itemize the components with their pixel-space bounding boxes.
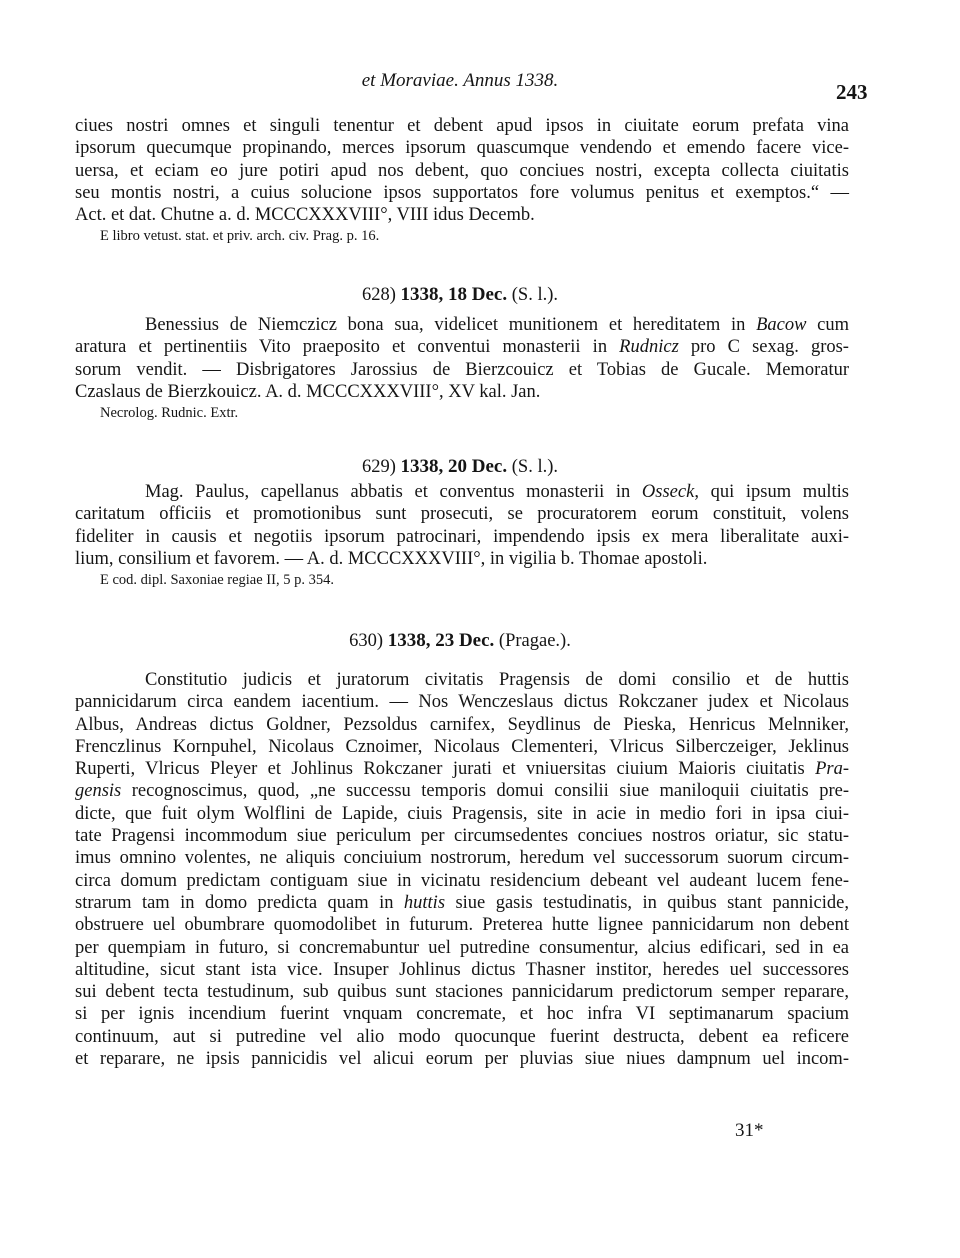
text-line	[75, 503, 849, 525]
text-run: Mag. Paulus, capellanus abbatis et conventus monasterii in	[145, 482, 642, 502]
text-line	[75, 758, 849, 780]
text-line	[75, 892, 849, 914]
text-line	[75, 981, 849, 1003]
bold-text: 1338, 23 Dec.	[387, 630, 495, 651]
text-line	[75, 526, 849, 548]
text-run: aratura et pertinentiis Vito praeposito et conventui monasterii in	[75, 337, 620, 358]
text-line	[75, 691, 849, 713]
text-line	[75, 847, 849, 869]
text-run: imus omnino volentes, ne aliquis conciuium nostrorum, heredum vel successorum suorum circum-	[75, 848, 849, 869]
text-run: per quempiam in futuro, si concremabuntur uel putredine consumentur, alcius edificari, sed in ea	[75, 937, 849, 958]
text-line	[75, 115, 849, 137]
text-run: 629)	[361, 457, 401, 477]
text-run: uersa, et eciam eo jure potiri apud nos debent, quo conciues nostri, excepta collecta ciuitatis	[75, 160, 849, 181]
text-line	[75, 870, 849, 892]
italic-text: Rudnicz	[619, 337, 679, 358]
text-run: lium, consilium et favorem. — A. d. MCCCXXXVIII°, in vigilia b. Thomae apostoli.	[75, 548, 708, 569]
italic-text: huttis	[403, 892, 446, 913]
text-line	[75, 669, 849, 691]
text-run: Ruperti, Vlricus Pleyer et Johlinus Rokczaner jurati et vniuersitas ciuium Maioris ciuitatis	[75, 759, 816, 780]
text-line	[75, 481, 849, 503]
text-run: ciues nostri omnes et singuli tenentur et debent apud ipsos in ciuitate eorum prefata vina	[75, 116, 849, 136]
text-line	[75, 182, 849, 204]
document-heading	[0, 456, 920, 478]
text-line	[75, 959, 849, 981]
text-run: caritatum officiis et promotionibus sunt prosecuti, se procuratorem eorum constituit, volens	[75, 504, 849, 525]
source-note: Necrolog. Rudnic. Extr.	[100, 405, 239, 422]
text-run: circa domum predictam contiguam siue in vicinatu residencium debeant vel audeant lucem fene-	[75, 870, 849, 891]
bold-text: 1338, 20 Dec.	[400, 456, 508, 477]
document-heading	[0, 284, 920, 306]
text-run: strarum tam in domo predicta quam in	[75, 892, 404, 913]
running-head: et Moraviae. Annus 1338.	[361, 70, 559, 91]
paragraph	[75, 314, 849, 423]
text-line	[75, 381, 849, 403]
text-run: altitudine, sicut stant ista vice. Insuper Johlinus dictus Thasner institor, heredes uel successores	[75, 959, 849, 980]
text-line	[75, 1026, 849, 1048]
text-line	[75, 825, 849, 847]
text-run: continuum, aut si putredine vel alio modo quocunque fuerint destructa, debent ea reficere	[75, 1026, 849, 1047]
italic-text: gensis	[75, 781, 122, 802]
text-run: Act. et dat. Chutne a. d. MCCCXXXVIII°, VIII idus Decemb.	[75, 205, 535, 226]
text-run: sui debent tecta testudinum, sub quibus sunt staciones pannicidarum predictorum semper reparare,	[75, 982, 849, 1003]
text-line	[75, 1003, 849, 1025]
text-run: (S. l.).	[507, 457, 558, 477]
text-run: Albus, Andreas dictus Goldner, Pezsoldus carnifex, Seydlinus de Pieska, Henricus Melnniker,	[75, 714, 849, 735]
text-run: tate Pragensi incommodum siue periculum per circumsedentes conciues nostros oriatur, sic statu-	[75, 826, 849, 847]
paragraph	[75, 115, 849, 246]
italic-text: Bacow	[756, 315, 807, 335]
text-run: pro C sexag. gros-	[678, 337, 849, 358]
text-run: pannicidarum circa eandem iacentium. — Nos Wenczeslaus dictus Rokczaner judex et Nicolaus	[75, 692, 849, 713]
paragraph	[75, 481, 849, 590]
text-run: cum	[806, 315, 849, 335]
text-run: , qui ipsum multis	[694, 482, 849, 502]
text-line	[75, 736, 849, 758]
italic-text: Osseck	[641, 482, 695, 502]
text-line	[75, 803, 849, 825]
text-line	[75, 314, 849, 336]
text-run: si per ignis incendium fuerint vnquam concremate, et hoc infra VI septimanarum spacium	[75, 1004, 849, 1025]
text-run: ipsorum quecumque propinando, merces ipsorum quascumque vendendo et emendo facere vice-	[75, 138, 849, 159]
text-line	[75, 937, 849, 959]
text-line	[75, 780, 849, 802]
text-run: siue gasis testudinatis, in quibus stant pannicide,	[445, 892, 849, 913]
source-note: E cod. dipl. Saxoniae regiae II, 5 p. 354.	[100, 572, 334, 589]
bold-text: 1338, 18 Dec.	[400, 284, 508, 305]
text-run: (S. l.).	[507, 285, 558, 305]
text-run: seu montis nostri, a cuius solucione ipsos supportatos fore volumus penitus et exemptos.“ —	[75, 182, 849, 203]
text-line	[75, 137, 849, 159]
text-line	[75, 714, 849, 736]
text-run: 630)	[349, 631, 388, 651]
text-line	[75, 548, 849, 570]
page-number: 243	[836, 80, 868, 104]
text-run: (Pragae.).	[494, 631, 571, 651]
text-line	[75, 359, 849, 381]
text-run: Benessius de Niemczicz bona sua, videlicet munitionem et hereditatem in	[145, 315, 757, 335]
text-run: Czaslaus de Bierzkouicz. A. d. MCCCXXXVIII°, XV kal. Jan.	[75, 381, 541, 402]
signature-mark: 31*	[735, 1120, 764, 1141]
text-line	[75, 204, 849, 226]
text-line	[75, 914, 849, 936]
text-run: recognoscimus, quod, „ne successu temporis domui consilii siue maniloquii ciuitatis pre-	[121, 781, 849, 802]
text-run: sorum vendit. — Disbrigatores Jarossius de Bierzcouicz et Tobias de Gucale. Memoratur	[75, 359, 849, 380]
text-run: 628)	[361, 285, 401, 305]
source-note: E libro vetust. stat. et priv. arch. civ. Prag. p. 16.	[100, 228, 380, 245]
text-line	[75, 1048, 849, 1070]
text-line	[75, 160, 849, 182]
text-run: Frenczlinus Kornpuhel, Nicolaus Cznoimer, Nicolaus Clementeri, Vlricus Silberczeiger, Jeklinus	[75, 736, 849, 757]
text-line	[75, 336, 849, 358]
text-run: fideliter in causis et negotiis ipsorum patrocinari, impendendo ipsis ex mera liberalitate auxi-	[75, 526, 849, 547]
text-run: dicte, que fuit olym Wolflini de Lapide, ciuis Pragensis, site in acie in medio fori in ipsa ciui-	[75, 803, 849, 824]
paragraph	[75, 669, 849, 1070]
text-run: obstruere uel obumbrare quomodolibet in futurum. Preterea hutte lignee pannicidarum non debent	[75, 915, 849, 936]
text-run: Constitutio judicis et juratorum civitatis Pragensis de domi consilio et de huttis	[145, 670, 849, 690]
italic-text: Pra-	[815, 759, 849, 780]
text-run: et reparare, ne ipsis pannicidis vel alicui eorum per pluvias siue niues dampnum uel incom-	[75, 1049, 849, 1070]
document-heading	[0, 630, 920, 652]
